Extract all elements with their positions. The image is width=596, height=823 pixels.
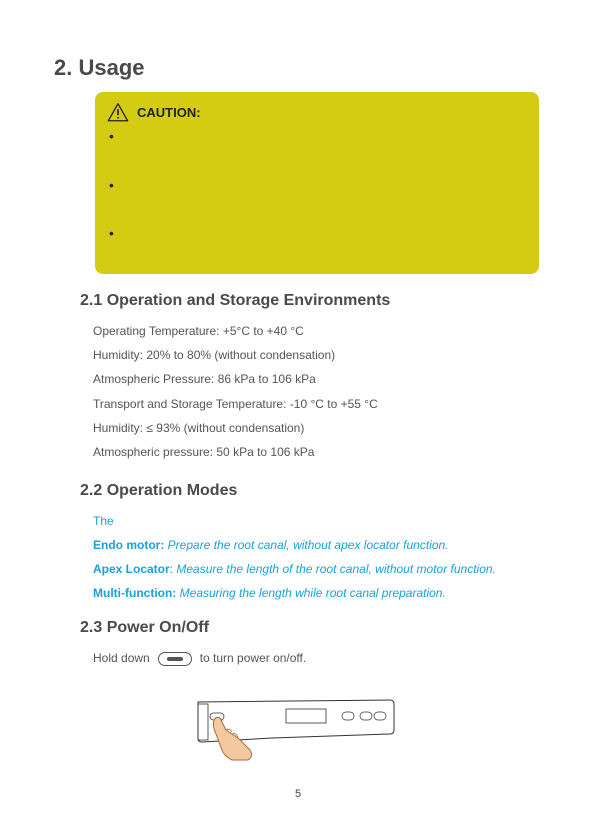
mode-label: Endo motor:	[93, 538, 165, 552]
env-line: Atmospheric pressure: 50 kPa to 106 kPa	[93, 445, 315, 459]
caution-bullet: •	[109, 128, 114, 144]
warning-triangle-icon	[107, 101, 129, 123]
env-line: Humidity: ≤ 93% (without condensation)	[93, 421, 305, 435]
caution-bullet: •	[109, 225, 114, 241]
page-title: 2. Usage	[54, 55, 145, 80]
mode-label: Multi-function:	[93, 586, 177, 600]
mode-item-endo-motor	[93, 538, 449, 552]
modes-intro: The	[93, 514, 114, 528]
mode-description: Measuring the length while root canal preparation.	[179, 586, 446, 600]
section-title-environments: 2.1 Operation and Storage Environments	[80, 292, 391, 309]
section-title-power: 2.3 Power On/Off	[80, 619, 209, 636]
env-line: Operating Temperature: +5°C to +40 °C	[93, 324, 304, 338]
caution-bullet: •	[109, 177, 114, 193]
page-number: 5	[294, 788, 302, 800]
device-illustration	[192, 694, 396, 764]
mode-item-multi-function	[93, 586, 446, 600]
section-title-modes: 2.2 Operation Modes	[80, 482, 238, 499]
mode-item-apex-locator	[93, 562, 496, 576]
mode-description: Prepare the root canal, without apex locator function.	[167, 538, 449, 552]
env-line: Transport and Storage Temperature: -10 °C to +55 °C	[93, 397, 378, 411]
mode-label: Apex Locator	[93, 562, 170, 576]
power-instruction	[93, 651, 306, 666]
env-line: Atmospheric Pressure: 86 kPa to 106 kPa	[93, 372, 316, 386]
power-text-before: Hold down	[93, 651, 150, 665]
caution-title: CAUTION:	[137, 104, 201, 120]
power-button-icon	[158, 652, 192, 666]
power-text-after: to turn power on/off.	[199, 651, 307, 665]
mode-description: Measure the length of the root canal, without motor function.	[176, 562, 496, 576]
mode-separator: :	[169, 562, 174, 576]
env-line: Humidity: 20% to 80% (without condensation)	[93, 348, 336, 362]
caution-box	[95, 92, 539, 274]
caution-header	[107, 99, 201, 125]
